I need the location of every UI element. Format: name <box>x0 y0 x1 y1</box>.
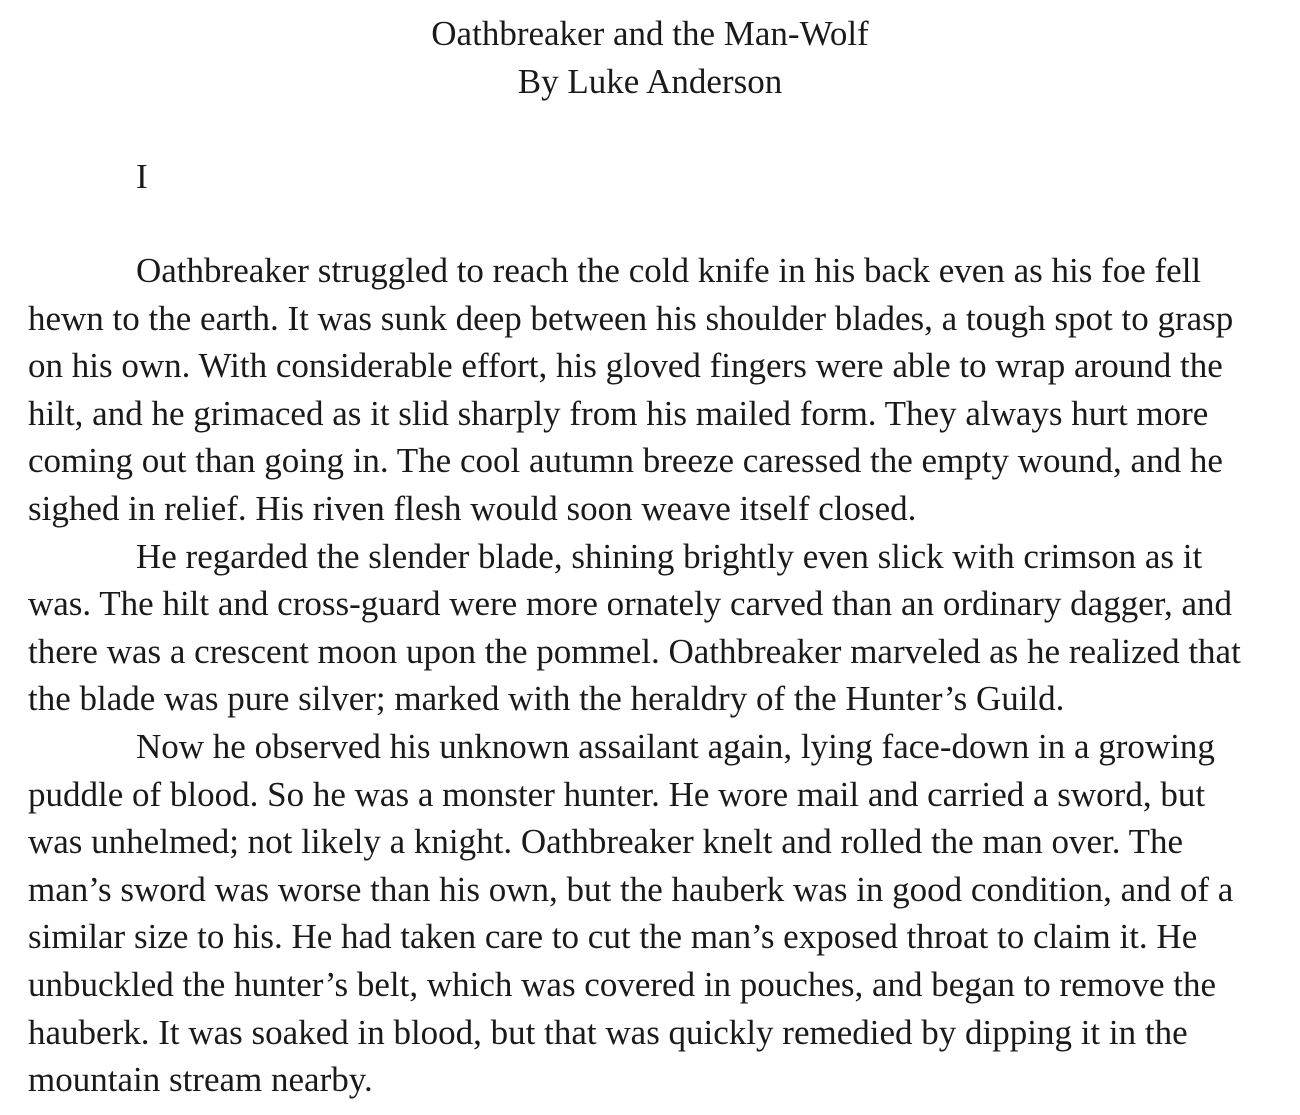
title-block <box>0 10 1300 106</box>
author-byline: By Luke Anderson <box>517 62 783 101</box>
paragraph-line: unbuckled the hunter’s belt, which was covered in pouches, and began to remove the <box>28 964 1217 1004</box>
paragraph-line: He regarded the slender blade, shining brightly even slick with crimson as it <box>136 536 1203 576</box>
paragraph-line: was unhelmed; not likely a knight. Oathbreaker knelt and rolled the man over. The <box>28 822 1183 862</box>
paragraph-line: man’s sword was worse than his own, but the hauberk was in good condition, and of a <box>28 869 1234 909</box>
paragraph-line: coming out than going in. The cool autumn breeze caressed the empty wound, and he <box>28 441 1223 481</box>
paragraph-line: puddle of blood. So he was a monster hunter. He wore mail and carried a sword, but <box>28 774 1206 814</box>
paragraph-line: Oathbreaker struggled to reach the cold knife in his back even as his foe fell <box>136 251 1202 290</box>
paragraph-line: similar size to his. He had taken care to cut the man’s exposed throat to claim it. He <box>28 917 1198 957</box>
paragraph-line: hauberk. It was soaked in blood, but that was quickly remedied by dipping it in the <box>28 1012 1188 1052</box>
paragraph-line: Now he observed his unknown assailant again, lying face-down in a growing <box>136 726 1215 766</box>
paragraph-line: the blade was pure silver; marked with the heraldry of the Hunter’s Guild. <box>28 679 1065 719</box>
paragraph-line: was. The hilt and cross-guard were more ornately carved than an ordinary dagger, and <box>28 584 1233 624</box>
paragraph-line: hewn to the earth. It was sunk deep between his shoulder blades, a tough spot to grasp <box>28 298 1234 338</box>
story-title: Oathbreaker and the Man-Wolf <box>431 14 869 53</box>
paragraph-line: hilt, and he grimaced as it slid sharply from his mailed form. They always hurt more <box>28 393 1209 433</box>
chapter-heading: I <box>136 157 148 196</box>
paragraph-line: sighed in relief. His riven flesh would soon weave itself closed. <box>28 488 917 528</box>
paragraph-line: on his own. With considerable effort, his gloved fingers were able to wrap around the <box>28 346 1223 386</box>
story-body <box>28 247 1288 1104</box>
paragraph-line: mountain stream nearby. <box>28 1060 373 1100</box>
paragraph-line: there was a crescent moon upon the pommel. Oathbreaker marveled as he realized that <box>28 631 1241 671</box>
